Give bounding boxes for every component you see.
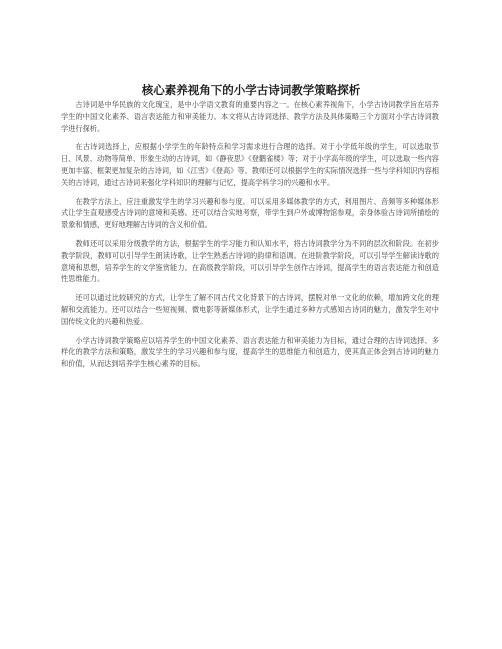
paragraph-intro: 古诗词是中华民族的文化瑰宝，是中小学语文教育的重要内容之一。在核心素养视角下，小学古诗词教学旨在培养学生的中国文化素养、语言表达能力和审美能力。本文将从古诗词选择、教学方法及具体策略三个方面对小学古诗词教学进行探析。 <box>61 100 439 133</box>
document-body <box>61 99 439 377</box>
paragraph-poem-selection: 在古诗词选择上，应根据小学学生的年龄特点和学习需求进行合理的选择。对于小学低年级的学生，可以选取节日、风景、动物等简单、形象生动的古诗词，如《静夜思》《登鹳雀楼》等；对于小学高年级的学生，可以选取一些内容更加丰富、框架更加复杂的古诗词，如《江雪》《登高》等。教师还可以根据学生的实际情况选择一些与学科知识内容相关的古诗词，通过古诗词来强化学科知识的理解与记忆，提高学科学习的兴趣和水平。 <box>61 142 439 187</box>
paragraph-graded-teaching: 教师还可以采用分级教学的方法，根据学生的学习能力和认知水平，将古诗词教学分为不同的层次和阶段。在初步教学阶段，教师可以引导学生朗读诗歌，让学生熟悉古诗词的韵律和语调。在进阶教学阶段，可以引导学生解读诗歌的意境和思想，培养学生的文学鉴赏能力。在高级教学阶段，可以引导学生创作古诗词，提高学生的语言表达能力和创造性思维能力。 <box>61 238 439 284</box>
paragraph-teaching-methods: 在教学方法上，应注重激发学生的学习兴趣和参与度。可以采用多媒体教学的方式，利用图片、音频等多种媒体形式让学生直观感受古诗词的意境和美感。还可以结合实地考察，带学生到户外或博物馆参观，亲身体验古诗词所描绘的景象和情感，更好地理解古诗词的含义和价值。 <box>61 196 439 230</box>
paragraph-comparative-study: 还可以通过比较研究的方式，让学生了解不同古代文化背景下的古诗词，摆脱对单一文化的依赖，增加跨文化的理解和交流能力。还可以结合一些短视频、微电影等新媒体形式，让学生通过多种方式感知古诗词的魅力，激发学生对中国传统文化的兴趣和热爱。 <box>61 293 439 326</box>
paragraph-conclusion: 小学古诗词教学策略应以培养学生的中国文化素养、语言表达能力和审美能力为目标，通过合理的古诗词选择、多样化的教学方法和策略，激发学生的学习兴趣和参与度，提高学生的思维能力和创造力，使其真正体会到古诗词的魅力和价值，从而达到培养学生核心素养的目标。 <box>61 335 439 369</box>
document-title: 核心素养视角下的小学古诗词教学策略探析 <box>141 83 361 97</box>
